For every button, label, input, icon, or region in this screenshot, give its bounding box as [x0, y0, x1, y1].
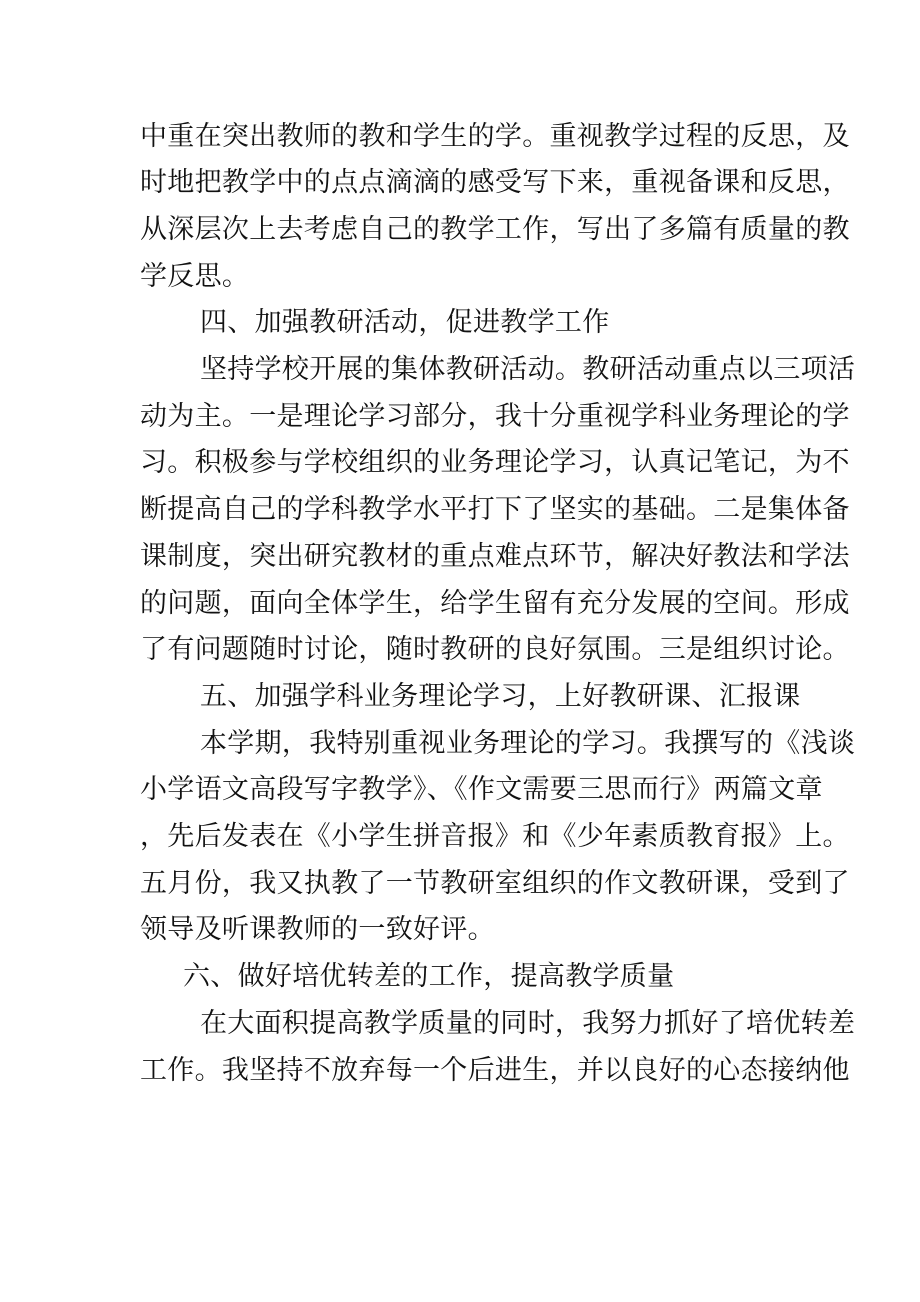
text-line-2: 时地把教学中的点点滴滴的感受写下来，重视备课和反思， [140, 167, 850, 198]
text-line-16: ，先后发表在《小学生拼音报》和《少年素质教育报》上。 [140, 821, 850, 852]
text-line-18: 领导及听课教师的一致好评。 [140, 914, 495, 945]
text-line-12: 了有问题随时讨论，随时教研的良好氛围。三是组织讨论。 [140, 634, 850, 665]
section-heading-6: 六、做好培优转差的工作，提高教学质量 [183, 961, 675, 992]
text-line-14: 本学期，我特别重视业务理论的学习。我撰写的《浅谈 [200, 728, 856, 759]
section-heading-4: 四、加强教研活动，促进教学工作 [200, 307, 610, 338]
text-line-8: 习。积极参与学校组织的业务理论学习，认真记笔记，为不 [140, 447, 850, 478]
text-line-17: 五月份，我又执教了一节教研室组织的作文教研课，受到了 [140, 868, 850, 899]
text-line-9: 断提高自己的学科教学水平打下了坚实的基础。二是集体备 [140, 494, 850, 525]
text-line-7: 动为主。一是理论学习部分，我十分重视学科业务理论的学 [140, 401, 850, 432]
text-line-6: 坚持学校开展的集体教研活动。教研活动重点以三项活 [200, 354, 856, 385]
text-line-21: 工作。我坚持不放弃每一个后进生，并以良好的心态接纳他 [140, 1055, 850, 1086]
text-line-4: 学反思。 [140, 261, 250, 292]
text-line-1: 中重在突出教师的教和学生的学。重视教学过程的反思，及 [140, 121, 850, 152]
text-line-10: 课制度，突出研究教材的重点难点环节，解决好教法和学法 [140, 541, 850, 572]
section-heading-5: 五、加强学科业务理论学习，上好教研课、汇报课 [200, 681, 801, 712]
text-line-15: 小学语文高段写字教学》、《作文需要三思而行》两篇文章 [140, 774, 823, 805]
text-line-20: 在大面积提高教学质量的同时，我努力抓好了培优转差 [200, 1008, 856, 1039]
text-line-11: 的问题，面向全体学生，给学生留有充分发展的空间。形成 [140, 588, 850, 619]
text-line-3: 从深层次上去考虑自己的教学工作，写出了多篇有质量的教 [140, 214, 850, 245]
